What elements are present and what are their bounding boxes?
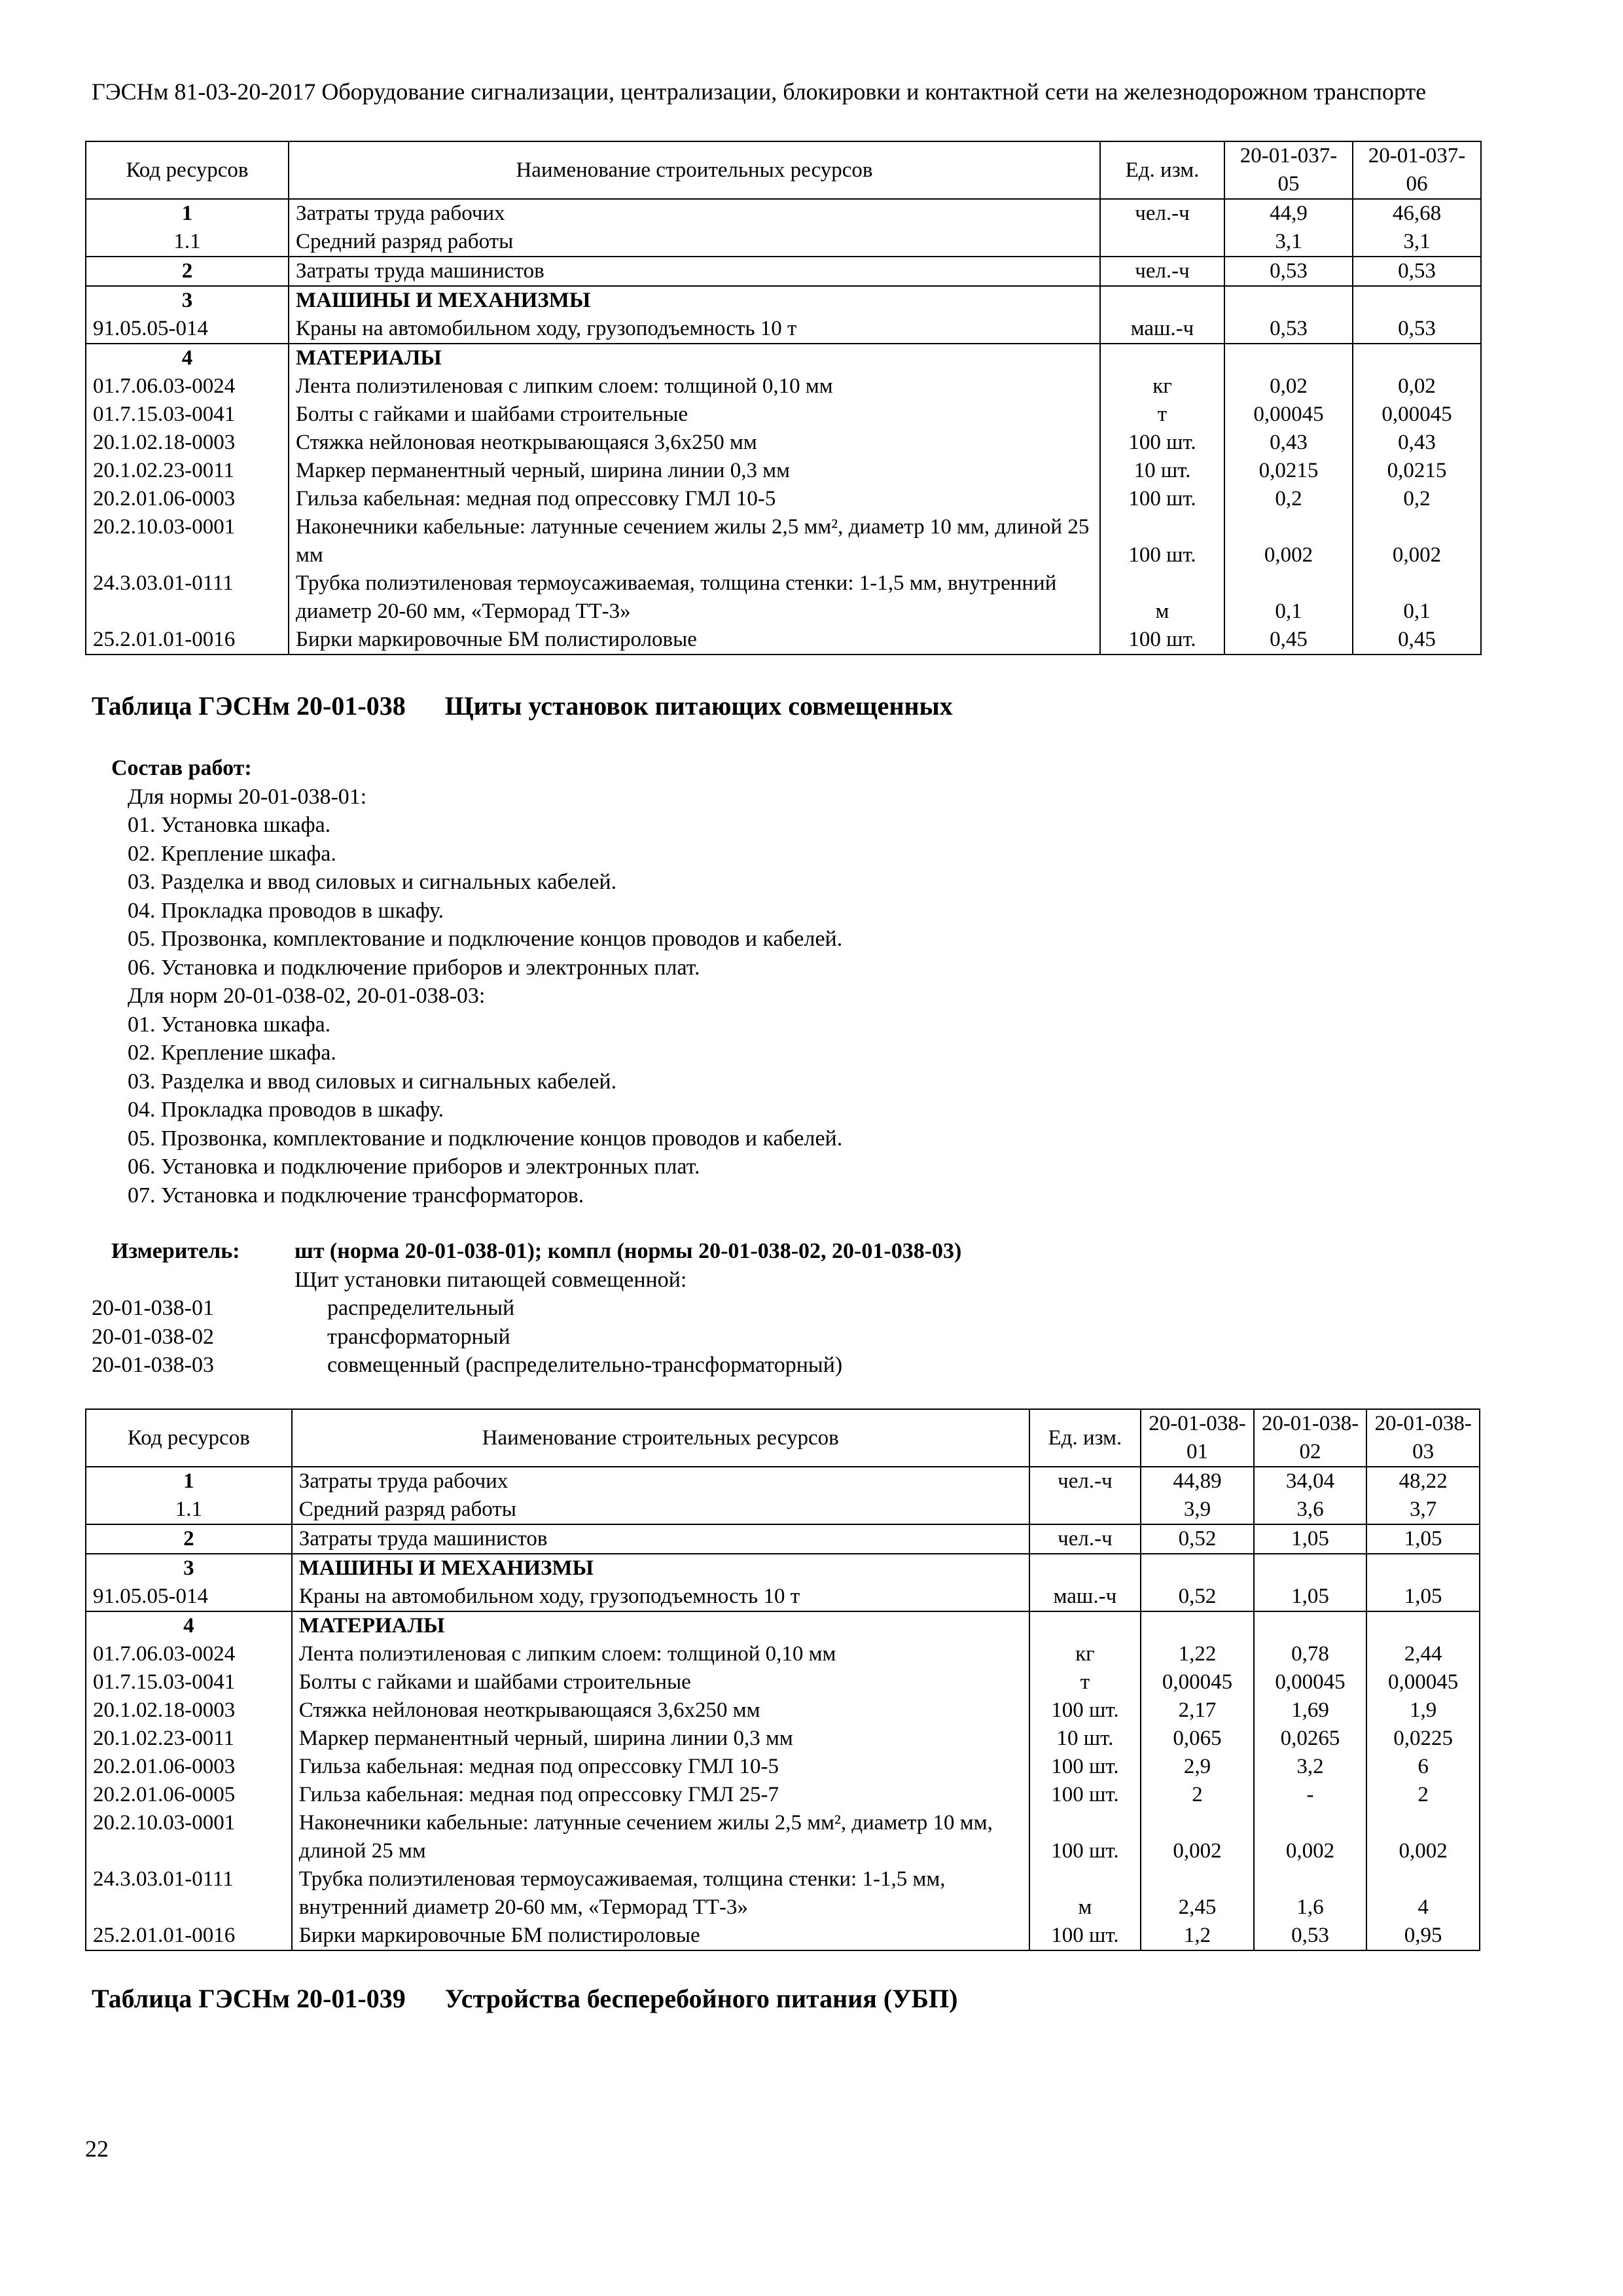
resource-name: Трубка полиэтиленовая термоусаживаемая, толщина стенки: 1-1,5 мм, внутренний диаметр 20-60 мм, «Терморад ТТ-3» xyxy=(292,1865,1029,1922)
work-step: 07. Установка и подключение трансформаторов. xyxy=(128,1183,584,1208)
norm-value: 3,6 xyxy=(1254,1496,1367,1524)
norm-value: 0,02 xyxy=(1224,372,1353,401)
table-row xyxy=(86,429,1481,457)
norm-value: 44,89 xyxy=(1141,1467,1254,1496)
norm-value: 3,7 xyxy=(1366,1496,1480,1524)
measure-subtitle: Щит установки питающей совмещенной: xyxy=(294,1267,687,1292)
document-header: ГЭСНм 81-03-20-2017 Оборудование сигнализации, централизации, блокировки и контактной сети на железнодорожном транспорте xyxy=(92,79,1427,105)
resource-unit: маш.-ч xyxy=(1029,1583,1141,1611)
resource-name: Затраты труда рабочих xyxy=(289,199,1100,228)
work-step: 04. Прокладка проводов в шкафу. xyxy=(128,1098,444,1122)
norm-value: 1,9 xyxy=(1366,1696,1480,1725)
resource-unit: 10 шт. xyxy=(1029,1725,1141,1753)
resource-code: 1.1 xyxy=(86,1496,292,1524)
table-header-row xyxy=(86,141,1481,199)
table-row xyxy=(86,315,1481,344)
table-row xyxy=(86,344,1481,372)
norm-value: 1,05 xyxy=(1254,1524,1367,1554)
resource-name: Лента полиэтиленовая с липким слоем: толщиной 0,10 мм xyxy=(292,1640,1029,1668)
resource-code: 1 xyxy=(86,1467,292,1496)
resource-code: 20.1.02.23-0011 xyxy=(86,457,289,485)
norm-value: 0,0215 xyxy=(1353,457,1481,485)
work-step: 05. Прозвонка, комплектование и подключение концов проводов и кабелей. xyxy=(128,1126,843,1151)
norm-value: 2,44 xyxy=(1366,1640,1480,1668)
norm-value: 0,45 xyxy=(1224,626,1353,655)
resource-name: Болты с гайками и шайбами строительные xyxy=(289,401,1100,429)
work-step: 02. Крепление шкафа. xyxy=(128,1041,336,1065)
table-row xyxy=(86,1865,1480,1922)
resource-unit: чел.-ч xyxy=(1100,257,1224,286)
work-step: Для нормы 20-01-038-01: xyxy=(128,784,367,809)
work-composition xyxy=(92,754,842,1210)
norm-value: 44,9 xyxy=(1224,199,1353,228)
resource-name: Наконечники кабельные: латунные сечением жилы 2,5 мм², диаметр 10 мм, длиной 25 мм xyxy=(289,513,1100,569)
norm-value: 0,0265 xyxy=(1254,1725,1367,1753)
table-row xyxy=(86,1725,1480,1753)
resource-code: 20.1.02.18-0003 xyxy=(86,429,289,457)
norm-value: 1,2 xyxy=(1141,1922,1254,1950)
table-body xyxy=(86,1467,1480,1950)
norm-value: 0,00045 xyxy=(1224,401,1353,429)
resource-name: Маркер перманентный черный, ширина линии 0,3 мм xyxy=(292,1725,1029,1753)
table-row xyxy=(86,199,1481,228)
work-step: 01. Установка шкафа. xyxy=(128,1012,331,1037)
table-row xyxy=(86,1467,1480,1496)
table-row xyxy=(86,257,1481,286)
work-step: 01. Установка шкафа. xyxy=(128,813,331,837)
table-row xyxy=(86,457,1481,485)
resource-name: МАШИНЫ И МЕХАНИЗМЫ xyxy=(289,286,1100,315)
measure-item-code: 20-01-038-01 xyxy=(92,1296,214,1320)
table-row xyxy=(86,1781,1480,1809)
resource-table-037 xyxy=(85,141,1482,655)
measure-item xyxy=(92,1323,1466,1352)
norm-value: 1,05 xyxy=(1366,1524,1480,1554)
table-row xyxy=(86,1668,1480,1696)
section-title-038 xyxy=(92,691,953,721)
norm-value: 6 xyxy=(1366,1753,1480,1781)
measure-item-text: совмещенный (распределительно-трансформаторный) xyxy=(327,1353,843,1377)
norm-value xyxy=(1353,286,1481,315)
section-title-039 xyxy=(92,1983,957,2014)
measure-item xyxy=(92,1294,1466,1323)
resource-unit: маш.-ч xyxy=(1100,315,1224,344)
resource-unit: 100 шт. xyxy=(1100,513,1224,569)
resource-code: 20.1.02.18-0003 xyxy=(86,1696,292,1725)
resource-unit: 100 шт. xyxy=(1100,485,1224,513)
norm-value: 0,2 xyxy=(1353,485,1481,513)
norm-value: 0,0215 xyxy=(1224,457,1353,485)
resource-code: 91.05.05-014 xyxy=(86,1583,292,1611)
work-step: 06. Установка и подключение приборов и электронных плат. xyxy=(128,955,700,980)
table-title: Устройства бесперебойного питания (УБП) xyxy=(444,1984,958,2013)
table-row xyxy=(86,626,1481,655)
work-step: 03. Разделка и ввод силовых и сигнальных кабелей. xyxy=(128,1069,617,1094)
resource-unit: чел.-ч xyxy=(1029,1467,1141,1496)
norm-value: 0,43 xyxy=(1224,429,1353,457)
resource-unit: чел.-ч xyxy=(1100,199,1224,228)
resource-code: 20.2.01.06-0003 xyxy=(86,485,289,513)
resource-code: 01.7.06.03-0024 xyxy=(86,372,289,401)
measure-item-code: 20-01-038-02 xyxy=(92,1324,214,1349)
resource-name: Маркер перманентный черный, ширина линии 0,3 мм xyxy=(289,457,1100,485)
col-header-code: Код ресурсов xyxy=(86,141,289,199)
resource-unit xyxy=(1029,1496,1141,1524)
norm-value: 0,53 xyxy=(1353,315,1481,344)
table-title: Щиты установок питающих совмещенных xyxy=(444,691,953,721)
norm-value: 3,9 xyxy=(1141,1496,1254,1524)
norm-value xyxy=(1366,1554,1480,1583)
table-number: Таблица ГЭСНм 20-01-039 xyxy=(92,1984,406,2013)
resource-name: Средний разряд работы xyxy=(292,1496,1029,1524)
table-row xyxy=(86,1524,1480,1554)
norm-value: 3,1 xyxy=(1353,228,1481,257)
table-header-row xyxy=(86,1409,1480,1467)
resource-code: 91.05.05-014 xyxy=(86,315,289,344)
resource-unit xyxy=(1100,286,1224,315)
resource-name: Стяжка нейлоновая неоткрывающаяся 3,6х250 мм xyxy=(289,429,1100,457)
measure-label: Измеритель: xyxy=(111,1239,240,1263)
col-header-name: Наименование строительных ресурсов xyxy=(289,141,1100,199)
resource-name: Гильза кабельная: медная под опрессовку ГМЛ 25-7 xyxy=(292,1781,1029,1809)
norm-value: 0,002 xyxy=(1366,1809,1480,1865)
col-header-unit: Ед. изм. xyxy=(1100,141,1224,199)
norm-value xyxy=(1224,286,1353,315)
norm-value: 0,52 xyxy=(1141,1524,1254,1554)
norm-value: 0,002 xyxy=(1353,513,1481,569)
norm-value xyxy=(1254,1611,1367,1640)
table-body xyxy=(86,199,1481,655)
measure-value: шт (норма 20-01-038-01); компл (нормы 20-01-038-02, 20-01-038-03) xyxy=(294,1239,962,1263)
norm-value: 0,53 xyxy=(1224,315,1353,344)
work-step: 06. Установка и подключение приборов и электронных плат. xyxy=(128,1155,700,1179)
resource-name: Наконечники кабельные: латунные сечением жилы 2,5 мм², диаметр 10 мм, длиной 25 мм xyxy=(292,1809,1029,1865)
resource-code: 4 xyxy=(86,1611,292,1640)
resource-name: Гильза кабельная: медная под опрессовку ГМЛ 10-5 xyxy=(292,1753,1029,1781)
norm-value: 3,1 xyxy=(1224,228,1353,257)
norm-value: 0,1 xyxy=(1353,569,1481,626)
resource-name: МАТЕРИАЛЫ xyxy=(292,1611,1029,1640)
resource-code: 01.7.06.03-0024 xyxy=(86,1640,292,1668)
norm-value: 0,002 xyxy=(1224,513,1353,569)
page-number: 22 xyxy=(85,2136,109,2162)
work-step: Для норм 20-01-038-02, 20-01-038-03: xyxy=(128,984,486,1008)
measure-item xyxy=(92,1351,1466,1380)
resource-unit: м xyxy=(1029,1865,1141,1922)
norm-value xyxy=(1353,344,1481,372)
table-row xyxy=(86,513,1481,569)
resource-name: Бирки маркировочные БМ полистироловые xyxy=(289,626,1100,655)
col-header-norm: 20-01-037-06 xyxy=(1353,141,1481,199)
norm-value: 0,0225 xyxy=(1366,1725,1480,1753)
resource-unit: 100 шт. xyxy=(1029,1753,1141,1781)
norm-value: 0,45 xyxy=(1353,626,1481,655)
measure-item-text: трансформаторный xyxy=(327,1324,510,1349)
norm-value: 2 xyxy=(1141,1781,1254,1809)
norm-value: 0,002 xyxy=(1254,1809,1367,1865)
norm-value xyxy=(1141,1611,1254,1640)
resource-code: 20.2.10.03-0001 xyxy=(86,1809,292,1865)
col-header-norm: 20-01-038-03 xyxy=(1366,1409,1480,1467)
resource-code: 25.2.01.01-0016 xyxy=(86,1922,292,1950)
col-header-unit: Ед. изм. xyxy=(1029,1409,1141,1467)
resource-unit: 100 шт. xyxy=(1100,429,1224,457)
resource-unit: кг xyxy=(1100,372,1224,401)
resource-name: Болты с гайками и шайбами строительные xyxy=(292,1668,1029,1696)
measurement-unit-block xyxy=(92,1237,1466,1380)
resource-code: 20.2.01.06-0003 xyxy=(86,1753,292,1781)
resource-name: Краны на автомобильном ходу, грузоподъемность 10 т xyxy=(289,315,1100,344)
table-row xyxy=(86,401,1481,429)
resource-unit xyxy=(1029,1611,1141,1640)
resource-unit: м xyxy=(1100,569,1224,626)
resource-unit: т xyxy=(1100,401,1224,429)
resource-name: Краны на автомобильном ходу, грузоподъемность 10 т xyxy=(292,1583,1029,1611)
norm-value: 0,02 xyxy=(1353,372,1481,401)
table-row xyxy=(86,1496,1480,1524)
norm-value xyxy=(1141,1554,1254,1583)
table-row xyxy=(86,1554,1480,1583)
table-row xyxy=(86,1583,1480,1611)
resource-code: 24.3.03.01-0111 xyxy=(86,1865,292,1922)
resource-name: Трубка полиэтиленовая термоусаживаемая, толщина стенки: 1-1,5 мм, внутренний диаметр 20-60 мм, «Терморад ТТ-3» xyxy=(289,569,1100,626)
resource-name: МАТЕРИАЛЫ xyxy=(289,344,1100,372)
resource-unit: чел.-ч xyxy=(1029,1524,1141,1554)
resource-code: 20.2.10.03-0001 xyxy=(86,513,289,569)
resource-unit: 100 шт. xyxy=(1029,1696,1141,1725)
norm-value: 0,002 xyxy=(1141,1809,1254,1865)
norm-value: 0,95 xyxy=(1366,1922,1480,1950)
table-row xyxy=(86,1611,1480,1640)
norm-value: 0,00045 xyxy=(1353,401,1481,429)
resource-unit xyxy=(1100,344,1224,372)
resource-unit: 100 шт. xyxy=(1029,1781,1141,1809)
resource-name: Бирки маркировочные БМ полистироловые xyxy=(292,1922,1029,1950)
norm-value: 0,43 xyxy=(1353,429,1481,457)
norm-value: 0,00045 xyxy=(1141,1668,1254,1696)
resource-code: 1 xyxy=(86,199,289,228)
work-steps xyxy=(92,783,842,1210)
norm-value: 2,17 xyxy=(1141,1696,1254,1725)
norm-value: 0,53 xyxy=(1353,257,1481,286)
norm-value xyxy=(1254,1554,1367,1583)
resource-name: Затраты труда машинистов xyxy=(292,1524,1029,1554)
resource-code: 01.7.15.03-0041 xyxy=(86,401,289,429)
resource-code: 1.1 xyxy=(86,228,289,257)
resource-name: Лента полиэтиленовая с липким слоем: толщиной 0,10 мм xyxy=(289,372,1100,401)
norm-value: 34,04 xyxy=(1254,1467,1367,1496)
resource-name: Затраты труда машинистов xyxy=(289,257,1100,286)
norm-value: 1,05 xyxy=(1366,1583,1480,1611)
norm-value: 0,53 xyxy=(1224,257,1353,286)
resource-code: 3 xyxy=(86,1554,292,1583)
norm-value xyxy=(1224,344,1353,372)
resource-unit xyxy=(1029,1554,1141,1583)
norm-value: 0,065 xyxy=(1141,1725,1254,1753)
resource-code: 25.2.01.01-0016 xyxy=(86,626,289,655)
table-row xyxy=(86,569,1481,626)
norm-value: 0,78 xyxy=(1254,1640,1367,1668)
resource-table-038 xyxy=(85,1408,1480,1951)
table-row xyxy=(86,1640,1480,1668)
norm-value: 0,2 xyxy=(1224,485,1353,513)
norm-value: 46,68 xyxy=(1353,199,1481,228)
table-row xyxy=(86,1809,1480,1865)
resource-code: 3 xyxy=(86,286,289,315)
work-step: 05. Прозвонка, комплектование и подключение концов проводов и кабелей. xyxy=(128,927,843,951)
table-row xyxy=(86,1922,1480,1950)
table-row xyxy=(86,372,1481,401)
resource-name: Гильза кабельная: медная под опрессовку ГМЛ 10-5 xyxy=(289,485,1100,513)
norm-value xyxy=(1366,1611,1480,1640)
resource-name: Стяжка нейлоновая неоткрывающаяся 3,6х250 мм xyxy=(292,1696,1029,1725)
table-row xyxy=(86,1753,1480,1781)
table-row xyxy=(86,1696,1480,1725)
work-step: 03. Разделка и ввод силовых и сигнальных кабелей. xyxy=(128,870,617,894)
resource-unit: 100 шт. xyxy=(1029,1809,1141,1865)
table-row xyxy=(86,228,1481,257)
resource-code: 24.3.03.01-0111 xyxy=(86,569,289,626)
col-header-name: Наименование строительных ресурсов xyxy=(292,1409,1029,1467)
norm-value: 0,00045 xyxy=(1366,1668,1480,1696)
work-composition-label: Состав работ: xyxy=(111,756,252,780)
col-header-norm: 20-01-037-05 xyxy=(1224,141,1353,199)
resource-code: 01.7.15.03-0041 xyxy=(86,1668,292,1696)
norm-value: 2,9 xyxy=(1141,1753,1254,1781)
resource-name: Средний разряд работы xyxy=(289,228,1100,257)
resource-unit: т xyxy=(1029,1668,1141,1696)
resource-code: 20.2.01.06-0005 xyxy=(86,1781,292,1809)
table-number: Таблица ГЭСНм 20-01-038 xyxy=(92,691,406,721)
norm-value: - xyxy=(1254,1781,1367,1809)
resource-name: МАШИНЫ И МЕХАНИЗМЫ xyxy=(292,1554,1029,1583)
resource-unit: 100 шт. xyxy=(1029,1922,1141,1950)
norm-value: 2 xyxy=(1366,1781,1480,1809)
norm-value: 3,2 xyxy=(1254,1753,1367,1781)
norm-value: 1,05 xyxy=(1254,1583,1367,1611)
norm-value: 1,22 xyxy=(1141,1640,1254,1668)
resource-unit: кг xyxy=(1029,1640,1141,1668)
resource-unit xyxy=(1100,228,1224,257)
norm-value: 2,45 xyxy=(1141,1865,1254,1922)
norm-value: 48,22 xyxy=(1366,1467,1480,1496)
resource-code: 20.1.02.23-0011 xyxy=(86,1725,292,1753)
col-header-norm: 20-01-038-01 xyxy=(1141,1409,1254,1467)
norm-value: 0,52 xyxy=(1141,1583,1254,1611)
work-step: 02. Крепление шкафа. xyxy=(128,841,336,866)
table-row xyxy=(86,485,1481,513)
norm-value: 4 xyxy=(1366,1865,1480,1922)
resource-code: 4 xyxy=(86,344,289,372)
norm-value: 0,53 xyxy=(1254,1922,1367,1950)
resource-name: Затраты труда рабочих xyxy=(292,1467,1029,1496)
measure-item-code: 20-01-038-03 xyxy=(92,1353,214,1377)
norm-value: 1,69 xyxy=(1254,1696,1367,1725)
col-header-code: Код ресурсов xyxy=(86,1409,292,1467)
col-header-norm: 20-01-038-02 xyxy=(1254,1409,1367,1467)
norm-value: 0,00045 xyxy=(1254,1668,1367,1696)
measure-item-text: распределительный xyxy=(327,1296,515,1320)
norm-value: 1,6 xyxy=(1254,1865,1367,1922)
resource-unit: 100 шт. xyxy=(1100,626,1224,655)
resource-code: 2 xyxy=(86,1524,292,1554)
work-step: 04. Прокладка проводов в шкафу. xyxy=(128,898,444,923)
resource-unit: 10 шт. xyxy=(1100,457,1224,485)
norm-value: 0,1 xyxy=(1224,569,1353,626)
table-row xyxy=(86,286,1481,315)
resource-code: 2 xyxy=(86,257,289,286)
